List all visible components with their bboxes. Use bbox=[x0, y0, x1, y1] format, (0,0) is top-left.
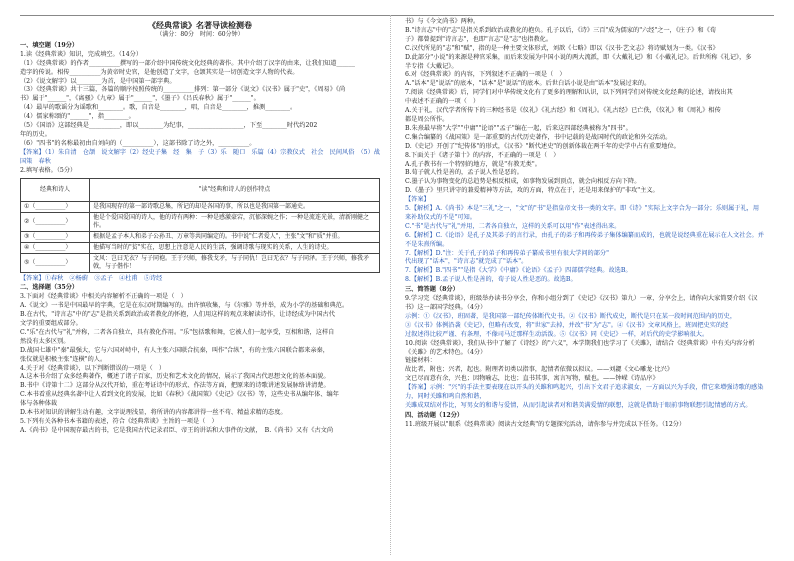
table-cell: ④（__________） bbox=[21, 242, 90, 253]
answer-line: 7.【解析】D."注：关于孔子的弟子和再传弟子纂成书里有很大学问的部分" bbox=[405, 249, 609, 257]
table-cell: ⑤（__________） bbox=[21, 253, 90, 272]
q8-option: D.《墨子》里只讲守的兼爱精神等方法，攻的方面，特点在于，还是用来保护的"非攻"主义。 bbox=[405, 187, 659, 195]
q7-line: 7.阅读《经典常谈》后，同学们对中华传统文化有了更多的理解和认识，以下列同学们对传统文化经典的论述，请找出其 bbox=[405, 89, 733, 97]
q4-option: B.书中《诗第十二》这部分从汉代开始，重在考证诗中的形式、作法等方面，把原来的诗歌讲述发展脉络讲清楚。 bbox=[20, 382, 330, 390]
q5-cont-line: 半专指《大戴记》。 bbox=[405, 62, 458, 70]
q5-stem: 5.下列有关各种书本书籍的表述，符合《经典常谈》主旨的一项是（ ） bbox=[20, 418, 218, 425]
q1-line: （4）儒家称颂的"______"，指________。 bbox=[20, 113, 135, 121]
q3-option: 然没有太多区别。 bbox=[20, 337, 70, 345]
table-header-cell: 经典和诗人 bbox=[21, 178, 90, 201]
q10-material: 故比者，附也；兴者，起也。附理者切类以指事，起情者依微以拟议。——刘勰《文心雕龙·比兴》 bbox=[405, 366, 674, 374]
answer-line: 6.【解析】C.《论语》是孔子及其弟子的言行录，由孔子的弟子和再传弟子集体编纂而成的，也就是说经典重在展示在人文社会。并 bbox=[405, 231, 764, 239]
q1-line: 年的历史。 bbox=[20, 130, 51, 138]
q5-cont-line: B."诗言志"中的"志"是指关系到政治或教化的抱负。孔子以后，《诗》三百"成为儒家的"六经"之一，《庄子》和《荀 bbox=[405, 26, 717, 34]
right-column bbox=[405, 18, 765, 430]
q5-option: A.《尚书》是中国现存最古的书，它是我国古代记录君臣、帝王的讲话和大事件的文献， B.《尚书》又有《古文尚 bbox=[20, 426, 334, 434]
q1-line: （6）"四书"的名称最初由自刘向的（__________），这部书除了诗之外，__________。 bbox=[20, 139, 256, 147]
q2-answer: 【答案】①春秋 ②杨蔚 ③孟子 ④杜甫 ⑤诗经 bbox=[20, 274, 163, 282]
table-row bbox=[21, 212, 380, 231]
table-cell: ③（__________） bbox=[21, 231, 90, 242]
table-cell: ①（__________） bbox=[21, 201, 90, 212]
table-row bbox=[21, 231, 380, 242]
q1-answer: 【答案】（1）朱自清 仓颉 说文解字（2）经史子集 经 集 子（3）乐 随口 乐篇（4）宗教仪式 社会 民间风俗 （5）战国策 春秋 bbox=[20, 148, 380, 165]
q11-stem: 11.班级开展以"眼系《经典常谈》阅读古文经典"的专题探究活动，请你参与并完成以下任务。（12分） bbox=[405, 420, 686, 428]
q7-option: 都是周公所作。 bbox=[405, 115, 449, 123]
q9-answer-line: 过叙述得比较严谨、有条理，不像司马迁那样生动活泼。⑤《汉书》同《史记》一样，对后代的史学影响很大。 bbox=[405, 330, 709, 338]
section-fill-blank: 一、填空题（19分） bbox=[20, 41, 79, 49]
table-cell: 根据是孟子本人和弟子公孙丑、万章等共同编定的。书中说"仁者爱人"，主张"文"和"质"并重。 bbox=[90, 231, 380, 242]
q9-stem: 9.学习完《经典常谈》，班级举办读书分享会，你和小组分到了《史记》《汉书》第九）一章，分享会上，请你向大家简要介绍《汉书》这一部国学经典。（4分） bbox=[405, 295, 758, 311]
q10-material: 文已尽而意有余，兴也；因物喻志，比也；直书其事，寓言写物，赋也。——钟嵘《诗品序》 bbox=[405, 375, 659, 383]
q5-cont-line: C.汉代所见的"志"和"赋"，指的是一种主要文体形式，刘歆《七略》即以《汉书·艺文志》将诗赋划为一类。《汉书》 bbox=[405, 44, 719, 52]
q4-option: 体与各种体裁 bbox=[20, 400, 58, 408]
q10-stem: 10.阅读《经典常谈》，我们从书中了解了《诗经》的"六义"，本学期我们也学习了《关雎》，请结合《经典常谈》中有关内容分析《关雎》的艺术特色。（4分） bbox=[405, 339, 755, 356]
q1-line: （5）《国语》这部经典是__________，即以________为纪事，__________________，下至________时代约202 bbox=[20, 122, 318, 130]
answer-line: 5.【解析】A.《尚书》本是"三礼"之一，"文"的"书"是指皇帝文书一类的文字。即《诗》"实际上文字合为一部分；乐则属于礼，用来补助仪式的不是"可知。 bbox=[405, 205, 760, 221]
page-title: 《经典常谈》名著导读检测卷 bbox=[148, 20, 252, 30]
fill-table bbox=[20, 178, 380, 273]
answer-line: C."书"是古代与"礼"并用，二者各自独立，这样的关系可以用"作"表述得出来。 bbox=[405, 222, 621, 230]
q1-line: （3）《经典常谈》共十三篇，各篇的顺序按照传统的__________排列：第一部分《说文》《汉书》属于"史"，《周易》《尚 bbox=[20, 86, 346, 94]
page-meta: （满分：80分 时间：60分钟） bbox=[156, 31, 244, 38]
q10-link-label: 链接材料： bbox=[405, 357, 436, 365]
q4-option: C.本书看重从经典名著中让人看到文化的发展，比如《春秋》《战国策》《史记》《汉书》等，这些史书从编年体、编年 bbox=[20, 391, 339, 399]
q1-line: 造字的传说。相传__________为黄帝时史官，是他创造了文字，仓颉其实是一切创造文字人物的代表。 bbox=[20, 68, 299, 76]
q3-stem: 3.下面对《经典常谈》中相关内容解析不正确的一项是（ ） bbox=[20, 293, 187, 301]
table-row bbox=[21, 242, 380, 253]
q1-line: （2）《说文解字》以________为首，是中国第一部字典。 bbox=[20, 77, 176, 85]
q5-cont-line: 书》与《今文尚书》两种。 bbox=[405, 18, 480, 25]
table-header-cell: "读"经典和诗人的创作特点 bbox=[90, 178, 380, 201]
left-column bbox=[20, 18, 380, 436]
q8-stem: 8.下面关于《诸子第十》的内容，不正确的一项是（ ） bbox=[405, 151, 560, 159]
table-cell: ②（__________） bbox=[21, 212, 90, 231]
q9-answer-line: 示例：①《汉书》，班固著，是我国第一部纪传体断代史书。②《汉书》断代成史，断代是只在某一段时间范围内的历史， bbox=[405, 312, 737, 320]
q3-option: A.《说文》一书是中国最早的字典，它是在东汉时期编写的。由许慎收集，与《尔雅》等并举，成为小学的基础和典范。 bbox=[20, 302, 349, 310]
q3-option: 张仪就是积极主张"连横"的人。 bbox=[20, 355, 107, 363]
table-header-row bbox=[21, 178, 380, 201]
q10-answer-line: 【答案】示例："兴"的手法主要表现在以开头的关雎和鸣起兴，引出下文君子追求淑女，一方面以兴为手段，借它来增强诗歌的感染力，同时关雎和鸣自然和谐， bbox=[405, 384, 764, 401]
q7-option: B.朱熹最早将"大学""中庸""论语""孟子"编在一起，后来这四部经典被称为"四书"。 bbox=[405, 124, 632, 132]
q1-line: 书》属于"______"，《离骚》《九章》属于"______"，《墨子》《吕氏春秋》属于"______"。 bbox=[20, 95, 260, 103]
q10-answer-line: 关雎成双结对作比，写男女的和谐与爱情，从而引起读者对和谐美满爱情的联想，这就是借助于眼前事物联想引起情感的方式。 bbox=[405, 401, 752, 409]
section-activity: 四、活动题（12分） bbox=[405, 411, 464, 419]
q5-cont-line: D.此部分"小说"的来源是稗官采集，而后来发展为中国小说的两大流派，即《大戴礼记》和《小戴礼记》。后世所称《礼记》，多 bbox=[405, 53, 752, 61]
q1-lines bbox=[20, 60, 380, 149]
table-cell: 是我国现存的第一部诗歌总集，所记的却是各国的事，所以也是我国第一部通史。 bbox=[90, 201, 380, 212]
column-divider bbox=[390, 15, 391, 555]
q3-option: 文学的重要组成部分。 bbox=[20, 320, 82, 328]
q7-line: 中表述不正确的一项（ ） bbox=[405, 98, 480, 106]
q1-line: （4）最早的歌谣分为谣歌和________。歌，自音是________，唱，自音是________，推测________。 bbox=[20, 104, 297, 112]
top-rule bbox=[20, 15, 774, 16]
answer-line: 代出现了"话本"，"诗言志"就完成了"话本"。 bbox=[405, 258, 528, 266]
table-cell: 文风：岂曰无衣？与子同袍。王于兴师，修我戈矛，与子同仇！岂曰无衣？与子同泽。王于兴师，修我矛戟，与子偕作！ bbox=[90, 253, 380, 272]
q3-option: B.在古代，"诗言志"中的"志"是指关系到政治或者教化的怀抱，人们用这样的观点来解读诗作，让诗经成为中国古代 bbox=[20, 311, 335, 319]
section-short-answer: 三、简答题（8分） bbox=[405, 286, 459, 294]
answer-label: 【答案】 bbox=[405, 196, 430, 204]
q7-option: C.集合编纂的《战国策》是一部重要的古代历史著作，书中记载的是战国时代的政论和外交活动。 bbox=[405, 133, 672, 141]
q7-option: D.《史记》开创了"纪传体"的形式，《汉书》"断代述史"的创新体裁在两千年的史学中占有重要地位。 bbox=[405, 142, 680, 150]
table-cell: 他描写当时的"贫"实在，思想上注意是人民的生活，强调诗歌与现实的关系，人生的诗史。 bbox=[90, 242, 380, 253]
q8-option: C.墨子认为事物变化的总趋势是相反相成，如事物发展到顶点，就会向相反方向下降。 bbox=[405, 178, 641, 186]
table-row bbox=[21, 253, 380, 272]
q4-stem: 4.关于对《经典常谈》，以下判断错误的一项是（ ） bbox=[20, 364, 166, 372]
q7-option: A.关于礼，汉代学者所传下的三种经书是《仪礼》《礼古经》和《周礼》。《礼古经》已亡佚，《仪礼》和《周礼》相传 bbox=[405, 107, 721, 115]
q9-answer-line: ③《汉书》体例沿袭《史记》，但略有改变，将"世家"去掉，并改"书"为"志"。④《汉书》文章风格上，班固把史实的经 bbox=[405, 321, 729, 329]
answer-line: 8.【解析】B.孟子说人性是善的，荀子说人性是恶的。故选B。 bbox=[405, 276, 577, 284]
q8-option: B.荀子就人性是善的，孟子说人性是恶的。 bbox=[405, 169, 523, 177]
q2-stem: 2.填写表格。（5分） bbox=[20, 166, 77, 174]
table-cell: 他是个爱国爱国的诗人，他的诗有两种：一种是感激豪宕，沉郁深婉之作；一种是流连光景，清新刚健之作。 bbox=[90, 212, 380, 231]
q4-option: A.这本书介绍了众多经典著作，概述了诸子百家，历史和艺术文化的情况，展示了我国古代思想文化的基本面貌。 bbox=[20, 373, 330, 381]
q4-option: D.本书对知识的讲解生动有趣，文字说理浅显，将所讲的内容都讲得一丝不苟、精益求精的态度。 bbox=[20, 409, 287, 417]
q3-option: C."乐"在古代与"礼"并称，二者各自独立，具有教化作用。"乐"包括歌和舞，它被人们一起享受，互相和谐，这样自 bbox=[20, 328, 335, 336]
q1-stem: 1.读《经典常谈》知识，完成填空。（14分） bbox=[20, 50, 143, 58]
q3-option: D.战国七雄中"秦"最强大，它与六国对峙中，有人主张六国联合抗秦，叫作"合纵"，有的主张六国联合都来亲秦， bbox=[20, 346, 329, 354]
table-row bbox=[21, 201, 380, 212]
q8-option: A.孔子教书有一个特别的地方，就是"有教无类"。 bbox=[405, 160, 541, 168]
q5-cont-line: 子》都曾提到"诗言志"，也即"言志"是"志"也指教化。 bbox=[405, 35, 553, 43]
q6-option: A."话本"是"说话"的底本，"话本"是"说话"的底本。后世白话小说是由"话本"发展过来的。 bbox=[405, 80, 651, 88]
q6-stem: 6.对《经典常谈》的内容，下列叙述不正确的一项是（ ） bbox=[405, 71, 566, 79]
q1-line: （1）《经典常谈》的作者__________撰写的一部介绍中国传统文化经典的著作。其中介绍了汉字的由来，让我们知道______ bbox=[20, 59, 355, 67]
answer-line: 不是朱熹所编。 bbox=[405, 240, 449, 248]
section-choice: 二、选择题（35分） bbox=[20, 284, 79, 292]
answer-line: 7.【解析】B."四书""是指《大学》《中庸》《论语》《孟子》四部儒学经典。故选B。 bbox=[405, 267, 632, 275]
